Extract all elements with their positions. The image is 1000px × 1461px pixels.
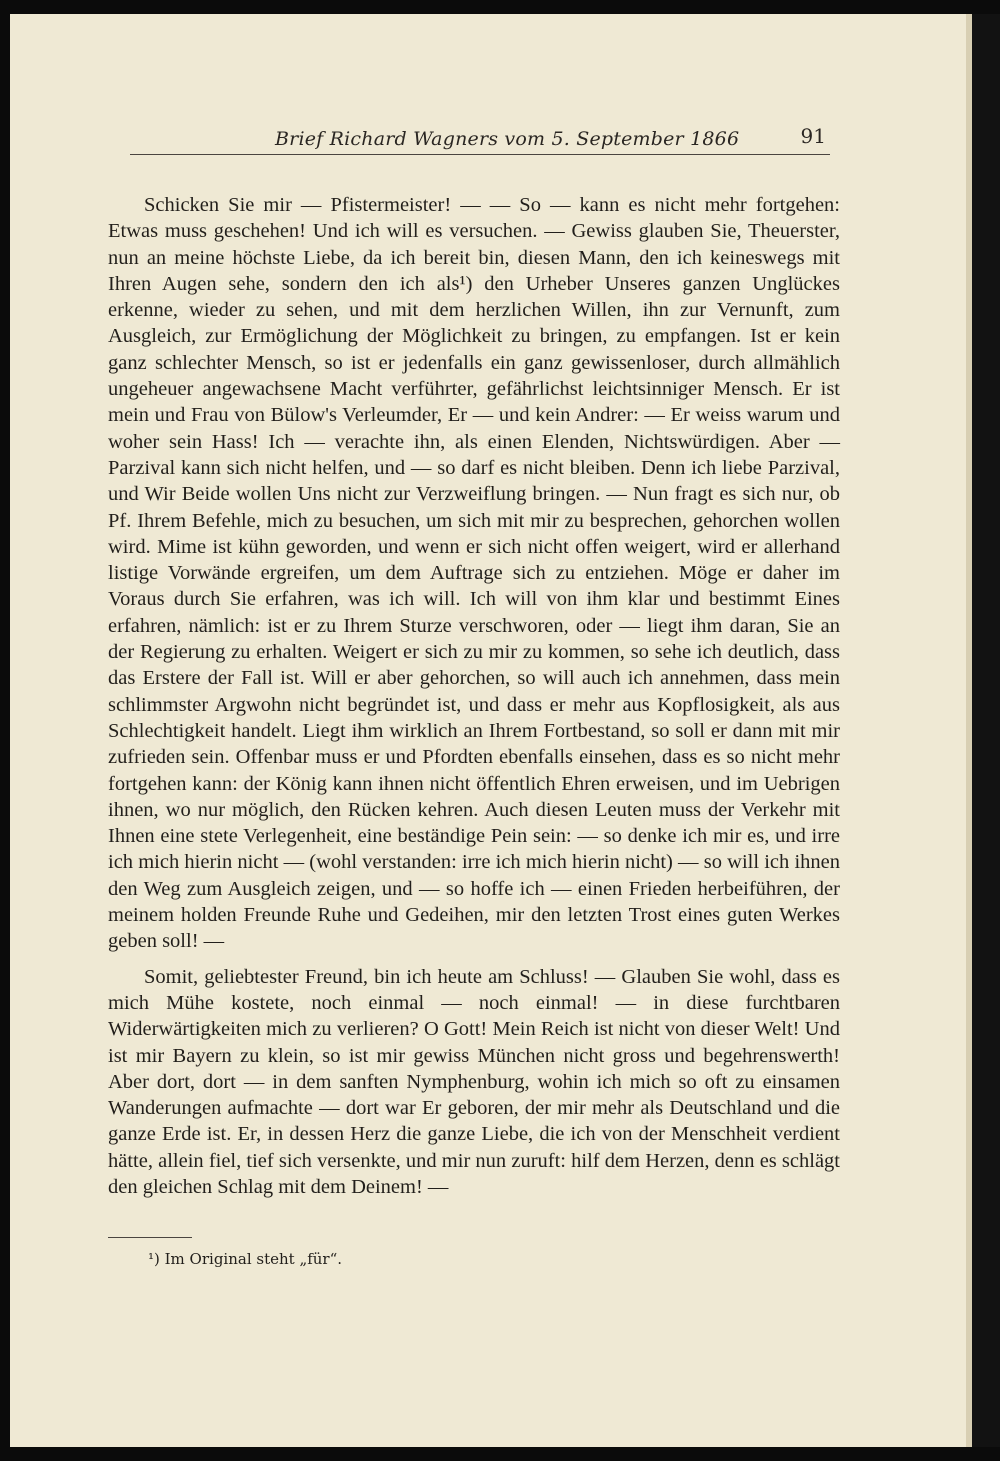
paragraph: Somit, geliebtester Freund, bin ich heute am Schluss! — Glauben Sie wohl, dass es mich Mühe kostete, noch einmal — noch einmal! — in diese furchtbaren Widerwärtigkeiten mich zu verlieren? O Gott! Mein Reich ist nicht von dieser Welt! Und ist mir Bayern zu klein, so ist mir gewiss München nicht gross und begehrenswerth! Aber dort, dort — in dem sanften Nymphenburg, wohin ich mich so oft zu einsamen Wanderungen aufmachte — dort war Er geboren, der mir mehr als Deutschland und die ganze Erde ist. Er, in dessen Herz die ganze Liebe, die ich von der Menschheit verdient hätte, allein fiel, tief sich versenkte, und mir nun zuruft: hilf dem Herzen, denn es schlägt den gleichen Schlag mit dem Deinem! — xyxy=(108,965,840,1198)
footnote: ¹) Im Original steht „für“. xyxy=(148,1250,343,1268)
main-text xyxy=(108,192,840,1200)
paragraph: Schicken Sie mir — Pfistermeister! — — So — kann es nicht mehr fortgehen: Etwas muss geschehen! Und ich will es versuchen. — Gewiss glauben Sie, Theuerster, nun an meine höchste Liebe, da ich bereit bin, diesen Mann, den ich keineswegs mit Ihren Augen sehe, sondern den ich als¹) den Urheber Unseres ganzen Unglückes erkenne, wieder zu sehen, und mit dem herzlichen Willen, ihn zur Vernunft, zum Ausgleich, zur Ermöglichung der Möglichkeit zu bringen, zu empfangen. Ist er kein ganz schlechter Mensch, so ist er jedenfalls ein ganz gewissenloser, durch allmählich ungeheuer angewachsene Macht verführter, gefährlichst leichtsinniger Mensch. Er ist mein und Frau von Bülow's Verleumder, Er — und kein Andrer: — Er weiss warum und woher sein Hass! Ich — verachte ihn, als einen Elenden, Nichtswürdigen. Aber — Parzival kann sich nicht helfen, und — so darf es nicht bleiben. Denn ich liebe Parzival, und Wir Beide wollen Uns nicht zur Verzweiflung bringen. — Nun fragt es sich nur, ob Pf. Ihrem Befehle, mich zu besuchen, um sich mit mir zu besprechen, gehorchen wollen wird. Mime ist kühn geworden, und wenn er sich nicht offen weigert, wird er allerhand listige Vorwände ergreifen, um dem Auftrage sich zu entziehen. Möge er daher im Voraus durch Sie erfahren, was ich will. Ich will von ihm klar und bestimmt Eines erfahren, nämlich: ist er zu Ihrem Sturze verschworen, oder — liegt ihm daran, Sie an der Regierung zu erhalten. Weigert er sich zu mir zu kommen, so sehe ich deutlich, dass das Erstere der Fall ist. Will er aber gehorchen, so will auch ich annehmen, dass mein schlimmster Argwohn nicht begründet ist, und dass er mehr aus Kopflosigkeit, als aus Schlechtigkeit handelt. Liegt ihm wirklich an Ihrem Fortbestand, so soll er dann mit mir zufrieden sein. Offenbar muss er und Pfordten ebenfalls einsehen, dass es so nicht mehr fortgehen kann: der König kann ihnen nicht öffentlich Ehren erweisen, und im Uebrigen ihnen, wo nur möglich, den Rücken kehren. Auch diesen Leuten muss der Verkehr mit Ihnen eine stete Verlegenheit, eine beständige Pein sein: — so denke ich mir es, und irre ich mich hierin nicht — (wohl verstanden: irre ich mich hierin nicht) — so will ich ihnen den Weg zum Ausgleich zeigen, und — so hoffe ich — einen Frieden herbeiführen, der meinem holden Freunde Ruhe und Gedeihen, mir den letzten Trost eines guten Werkes geben soll! — xyxy=(108,194,840,953)
page-edge-shadow xyxy=(972,14,1000,1447)
running-title: Brief Richard Wagners vom 5. September 1866 xyxy=(275,128,740,150)
footnote-separator xyxy=(108,1237,192,1238)
running-header xyxy=(130,110,830,155)
page-number: 91 xyxy=(800,124,826,148)
